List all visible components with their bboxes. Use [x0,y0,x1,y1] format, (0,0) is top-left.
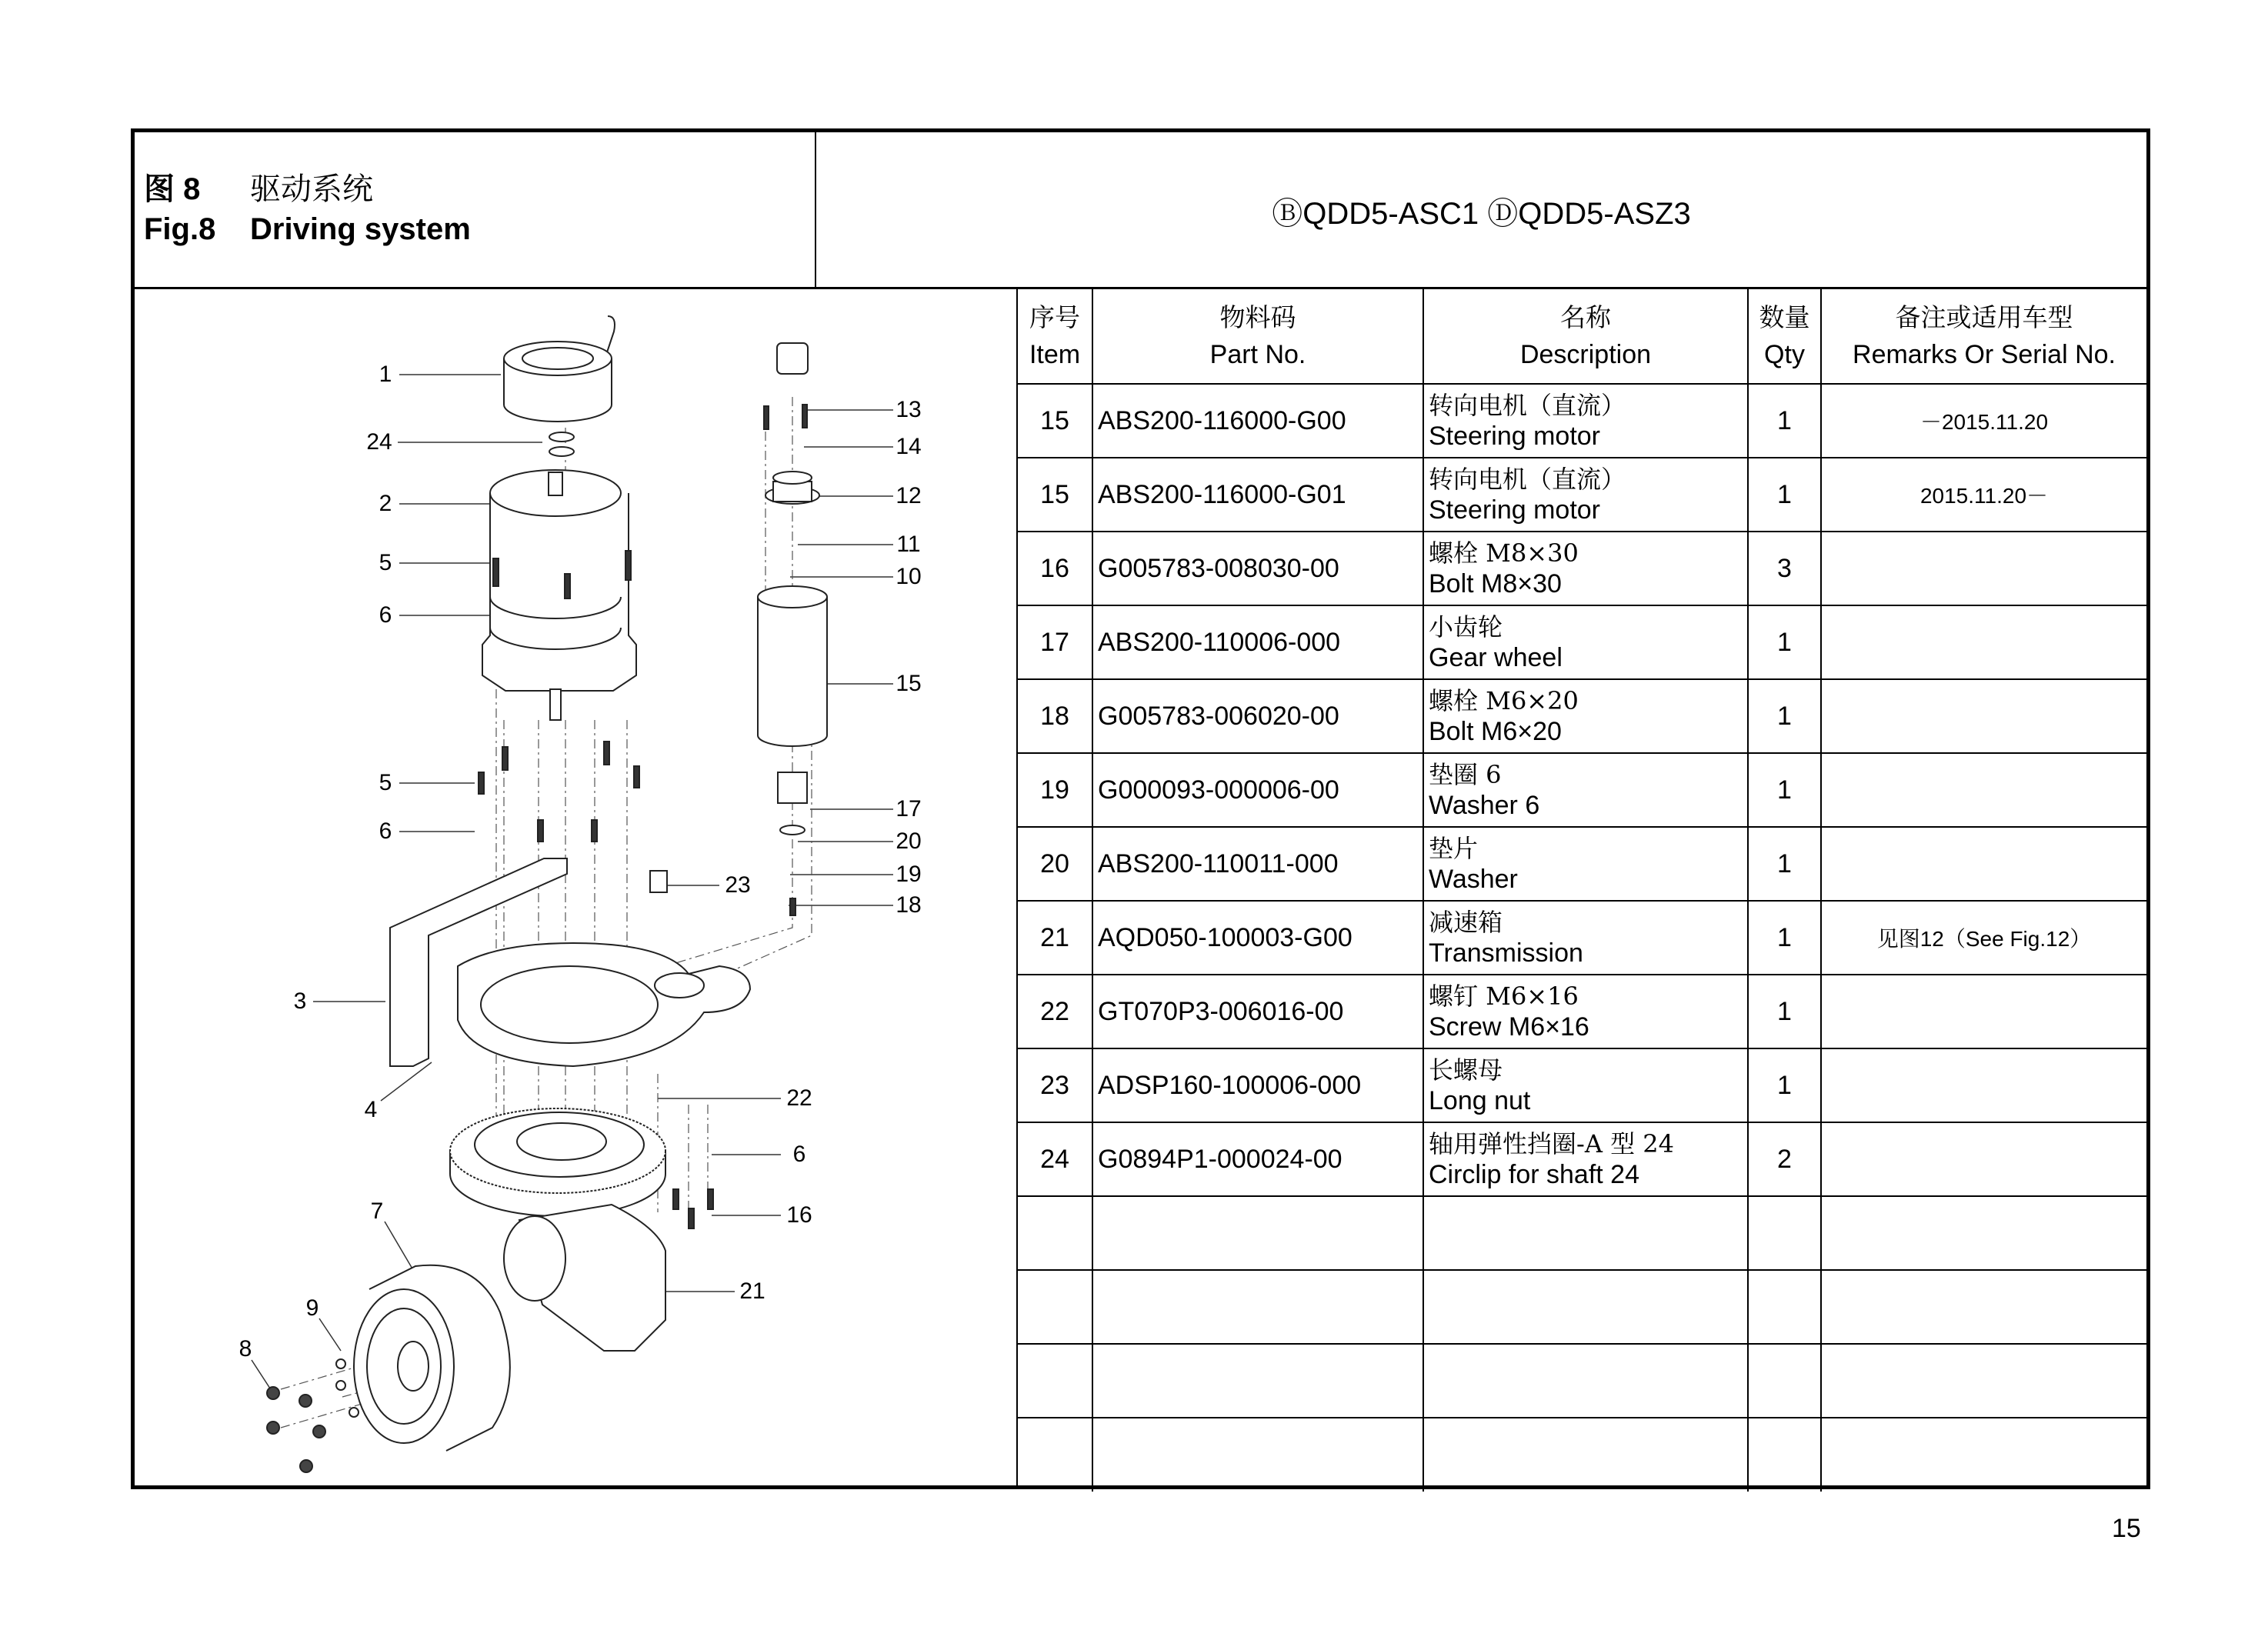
applicable-models: ⒷQDD5-ASC1 ⒹQDD5-ASZ3 [1272,197,1691,231]
exploded-diagram [135,289,1016,1485]
callout-label: 18 [896,892,922,918]
table-row [1018,1048,2146,1122]
figure-en-title: Driving system [250,212,471,246]
table-row [1018,975,2146,1048]
remarks-cell [1821,1122,2146,1196]
qty-cell: 1 [1748,384,1821,458]
part-no-cell: AQD050-100003-G00 [1092,901,1423,975]
description-cell [1423,753,1748,827]
qty-cell: 1 [1748,605,1821,679]
table-row [1018,458,2146,532]
callout-label: 16 [786,1202,812,1228]
table-header-row [1018,289,2146,384]
description-cell [1423,532,1748,605]
column-header-item: 序号 Item [1018,289,1092,384]
callout-label: 22 [786,1085,812,1111]
qty-cell [1748,1418,1821,1492]
remarks-cell: 见图12（See Fig.12） [1821,901,2146,975]
part-no-cell: ABS200-110011-000 [1092,827,1423,901]
figure-title-en [144,212,471,247]
callout-label: 5 [379,770,392,795]
callout-label: 21 [739,1278,765,1304]
description-cell [1423,605,1748,679]
table-row [1018,679,2146,753]
callout-label: 6 [379,818,392,844]
column-header-qty: 数量 Qty [1748,289,1821,384]
description-cn: 螺栓 M8×30 [1429,538,1579,568]
item-cell: 21 [1018,901,1092,975]
remarks-cell [1821,1344,2146,1418]
remarks-cell [1821,605,2146,679]
item-cell: 22 [1018,975,1092,1048]
remarks-cell [1821,975,2146,1048]
part-no-cell [1092,1344,1423,1418]
figure-cn-label: 图 8 [144,172,201,206]
description-cn: 小齿轮 [1429,612,1503,642]
description-cn: 减速箱 [1429,908,1503,937]
table-row [1018,1344,2146,1418]
item-cell: 20 [1018,827,1092,901]
callout-label: 15 [896,671,922,696]
table-row [1018,1122,2146,1196]
remarks-cell [1821,1270,2146,1344]
description-en: Steering motor [1429,422,1600,451]
callout-label: 6 [792,1142,806,1167]
description-en: Bolt M6×20 [1429,717,1562,746]
parts-table-container [1016,289,2146,1485]
part-no-cell: G005783-006020-00 [1092,679,1423,753]
column-header-part-no: 物料码 Part No. [1092,289,1423,384]
table-row [1018,1270,2146,1344]
part-no-cell: ABS200-116000-G01 [1092,458,1423,532]
description-cn: 轴用弹性挡圈-A 型 24 [1429,1129,1674,1158]
table-row [1018,384,2146,458]
qty-cell: 3 [1748,532,1821,605]
item-cell: 15 [1018,458,1092,532]
item-cell [1018,1196,1092,1270]
page-number: 15 [2112,1514,2141,1543]
callout-label: 6 [379,602,392,628]
description-cell [1423,901,1748,975]
description-en: Transmission [1429,938,1583,968]
description-cell [1423,975,1748,1048]
part-no-cell [1092,1270,1423,1344]
description-en: Steering motor [1429,495,1600,525]
description-en: Screw M6×16 [1429,1012,1589,1042]
table-row [1018,753,2146,827]
qty-cell [1748,1270,1821,1344]
callout-label: 23 [725,872,751,898]
brake-part [504,316,615,422]
qty-cell: 1 [1748,901,1821,975]
callout-label: 4 [364,1097,378,1122]
part-no-cell: ADSP160-100006-000 [1092,1048,1423,1122]
parts-sheet-frame [131,128,2150,1489]
description-en: Washer 6 [1429,791,1540,820]
table-row [1018,901,2146,975]
item-cell: 19 [1018,753,1092,827]
part-no-cell: ABS200-110006-000 [1092,605,1423,679]
part-no-cell: G000093-000006-00 [1092,753,1423,827]
description-cell [1423,1048,1748,1122]
qty-cell: 1 [1748,458,1821,532]
figure-title-cn [144,165,373,208]
column-header-description: 名称 Description [1423,289,1748,384]
description-cn: 垫圈 6 [1429,760,1502,789]
item-cell: 17 [1018,605,1092,679]
part-no-cell [1092,1418,1423,1492]
item-cell [1018,1270,1092,1344]
item-cell: 24 [1018,1122,1092,1196]
item-cell: 15 [1018,384,1092,458]
callout-label: 10 [896,564,922,589]
figure-title-block [135,132,816,288]
model-block [816,132,2146,288]
qty-cell: 1 [1748,1048,1821,1122]
callout-label: 3 [293,988,307,1014]
description-en: Washer [1429,865,1518,894]
callout-label: 7 [370,1198,384,1224]
callout-label: 1 [379,362,392,387]
description-cell [1423,679,1748,753]
remarks-cell: －2015.11.20 [1821,384,2146,458]
description-cell [1423,384,1748,458]
description-cn: 转向电机（直流） [1429,465,1626,494]
column-header-remarks: 备注或适用车型 Remarks Or Serial No. [1821,289,2146,384]
qty-cell: 1 [1748,753,1821,827]
drive-assembly-drawing [135,289,1016,1491]
qty-cell: 1 [1748,975,1821,1048]
description-cell [1423,827,1748,901]
remarks-cell [1821,1048,2146,1122]
description-en: Long nut [1429,1086,1531,1115]
qty-cell: 1 [1748,827,1821,901]
part-no-cell: GT070P3-006016-00 [1092,975,1423,1048]
description-cell [1423,458,1748,532]
item-cell [1018,1344,1092,1418]
qty-cell [1748,1344,1821,1418]
callout-label: 14 [896,434,922,459]
remarks-cell [1821,1418,2146,1492]
remarks-cell [1821,753,2146,827]
remarks-cell [1821,532,2146,605]
table-row [1018,827,2146,901]
remarks-cell [1821,1196,2146,1270]
figure-en-label: Fig.8 [144,212,216,246]
item-cell: 16 [1018,532,1092,605]
callout-label: 24 [366,429,392,455]
description-en: Bolt M8×30 [1429,569,1562,598]
description-cn: 螺栓 M6×20 [1429,686,1579,715]
wheel-nuts [267,1387,325,1472]
callout-label: 5 [379,550,392,575]
figure-cn-title: 驱动系统 [250,172,373,206]
description-en: Gear wheel [1429,643,1563,672]
part-no-cell [1092,1196,1423,1270]
description-cn: 转向电机（直流） [1429,391,1626,420]
callout-label: 8 [238,1336,252,1362]
table-row [1018,1418,2146,1492]
remarks-cell [1821,827,2146,901]
remarks-cell: 2015.11.20－ [1821,458,2146,532]
callout-label: 9 [305,1295,319,1321]
part-no-cell: G0894P1-000024-00 [1092,1122,1423,1196]
part-no-cell: ABS200-116000-G00 [1092,384,1423,458]
gear-ring-part [450,1108,665,1216]
transmission-part [504,1205,665,1351]
callout-label: 20 [896,828,922,854]
callout-label: 12 [896,483,922,508]
callout-label: 11 [896,532,921,557]
description-cell [1423,1270,1748,1344]
callout-label: 19 [896,862,922,887]
drive-motor-part [482,470,636,720]
item-cell: 23 [1018,1048,1092,1122]
description-cn: 螺钉 M6×16 [1429,982,1579,1011]
description-cn: 长螺母 [1429,1055,1503,1085]
table-row [1018,605,2146,679]
callout-label: 17 [896,796,922,822]
item-cell: 18 [1018,679,1092,753]
description-cell [1423,1344,1748,1418]
callout-label: 2 [379,491,392,516]
callout-label: 13 [896,397,922,422]
qty-cell: 2 [1748,1122,1821,1196]
steering-bracket-part [390,858,750,1066]
item-cell [1018,1418,1092,1492]
qty-cell [1748,1196,1821,1270]
drive-wheel-part [354,1265,510,1451]
description-en: Circlip for shaft 24 [1429,1160,1639,1189]
description-cell [1423,1196,1748,1270]
qty-cell: 1 [1748,679,1821,753]
description-cn: 垫片 [1429,834,1479,863]
parts-table [1018,289,2146,1492]
part-no-cell: G005783-008030-00 [1092,532,1423,605]
table-row [1018,532,2146,605]
description-cell [1423,1418,1748,1492]
remarks-cell [1821,679,2146,753]
description-cell [1423,1122,1748,1196]
table-row [1018,1196,2146,1270]
